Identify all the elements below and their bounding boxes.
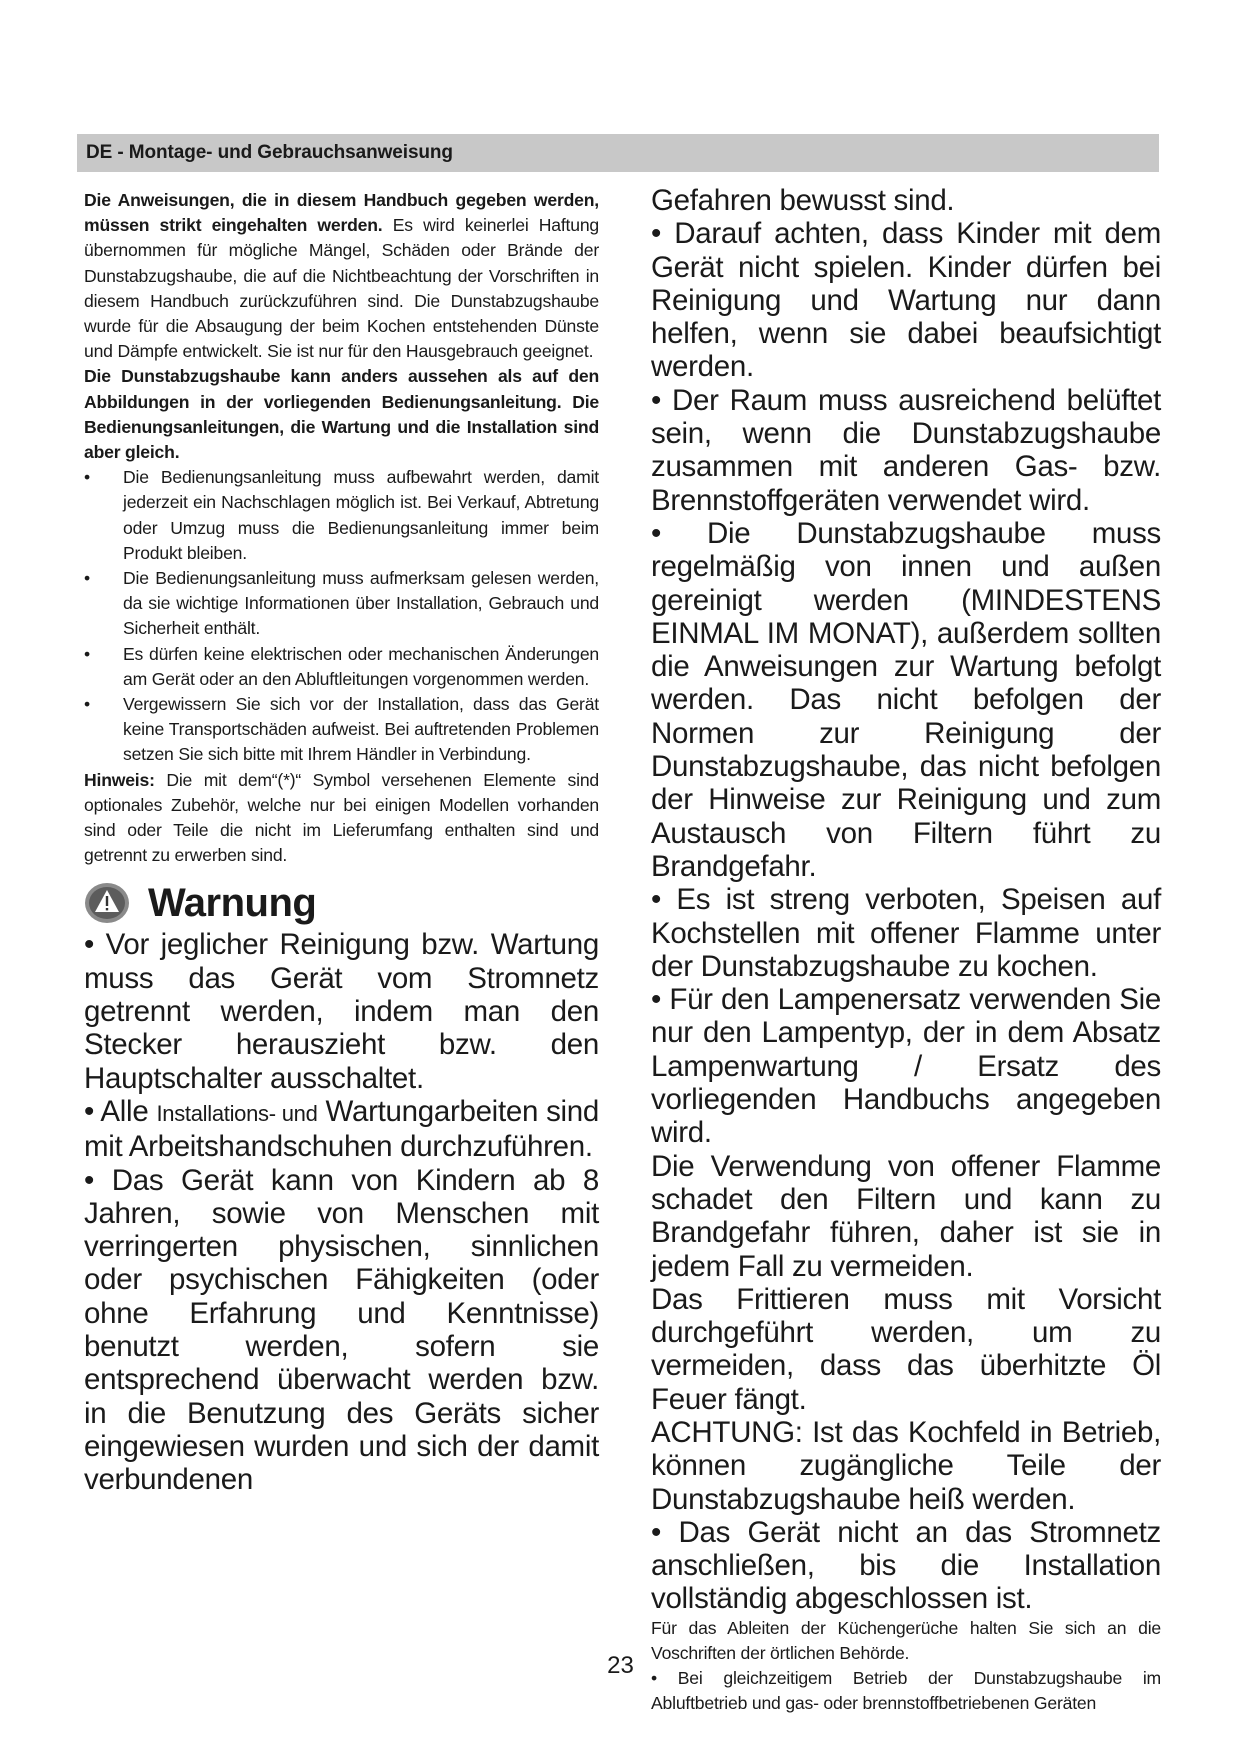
flame-damage-paragraph: Die Verwendung von offener Flamme schadet den Filtern und kann zu Brandgefahr führen, daher ist sie in jedem Fall zu vermeiden.	[651, 1149, 1161, 1283]
list-item-text: Die Bedienungsanleitung muss aufbewahrt werden, damit jederzeit ein Nachschlagen möglich ist. Bei Verkauf, Abtretung oder Umzug muss die Bedienungsanleitung immer beim Produkt bleiben.	[123, 467, 599, 563]
hint-label: Hinweis:	[84, 769, 155, 790]
ventilation-paragraph: • Der Raum muss ausreichend belüftet sein, wenn die Dunstabzugshaube zusammen mit anderen Gas- bzw. Brennstoffgeräten verwendet wird.	[651, 383, 1161, 517]
power-connection-paragraph: • Das Gerät nicht an das Stromnetz anschließen, bis die Installation vollständig abgeschlossen ist.	[651, 1515, 1161, 1616]
warning-title: Warnung	[148, 880, 317, 925]
warning-heading	[84, 878, 599, 928]
warning-gloves-text-b: Wartungarbeiten sind mit Arbeitshandschuhen durchzuführen.	[84, 1094, 599, 1164]
list-item-text: Vergewissern Sie sich vor der Installation, dass das Gerät keine Transportschäden aufweist. Bei auftretenden Problemen setzen Sie sich bitte mit Ihrem Händler in Verbindung.	[123, 694, 599, 765]
warning-section	[84, 928, 599, 1496]
section-header-bar	[77, 134, 1159, 172]
list-item: • Die Bedienungsanleitung muss aufmerksam gelesen werden, da sie wichtige Informationen über Installation, Gebrauch und Sicherheit enthält.	[84, 568, 599, 639]
warning-gloves-text-a: • Alle	[84, 1094, 157, 1128]
right-warning-section	[651, 184, 1161, 1616]
danger-awareness-paragraph: Gefahren bewusst sind.	[651, 184, 955, 217]
appearance-note-text: Die Dunstabzugshaube kann anders aussehen als auf den Abbildungen in der vorliegenden Bedienungsanleitung. Die Bedienungsanleitungen, die Wartung und die Installation sind aber gleich.	[84, 366, 599, 463]
children-play-paragraph: • Darauf achten, dass Kinder mit dem Gerät nicht spielen. Kinder dürfen bei Reinigung und Wartung nur dann helfen, wenn sie dabei beaufsichtigt werden.	[651, 217, 1161, 384]
section-title: DE - Montage- und Gebrauchsanweisung	[86, 142, 453, 163]
right-column	[651, 184, 1161, 1716]
simultaneous-operation-paragraph: • Bei gleichzeitigem Betrieb der Dunstabzugshaube im Abluftbetrieb und gas- oder brennstoffbetriebenen Geräten	[651, 1667, 1161, 1713]
instructions-list	[84, 465, 599, 767]
hint-paragraph	[84, 768, 599, 869]
hint-text: Die mit dem“(*)“ Symbol versehenen Elemente sind optionales Zubehör, welche nur bei einigen Modellen vorhanden sind oder Teile die nicht im Lieferumfang enthalten sind und getrennt zu erwerben sind.	[84, 769, 599, 866]
appearance-note	[84, 364, 599, 465]
warning-children-paragraph: • Das Gerät kann von Kindern ab 8 Jahren, sowie von Menschen mit verringerten physischen, sinnlichen oder psychischen Fähigkeiten (oder ohne Erfahrung und Kenntnisse) benutzt werden, sofern sie entsprechend überwacht werden bzw. in die Benutzung des Geräts sicher eingewiesen wurden und sich der damit verbundenen	[84, 1163, 599, 1497]
list-item-text: Die Bedienungsanleitung muss aufmerksam gelesen werden, da sie wichtige Informationen über Installation, Gebrauch und Sicherheit enthält.	[123, 568, 599, 639]
warning-gloves-paragraph	[84, 1095, 599, 1164]
local-regulations-paragraph: Für das Ableiten der Küchengerüche halten Sie sich an die Voschriften der örtlichen Behörde.	[651, 1617, 1161, 1663]
intro-text: Es wird keinerlei Haftung übernommen für mögliche Mängel, Schäden oder Brände der Dunstabzugshaube, die auf die Nichtbeachtung der Vorschriften in diesem Handbuch zurückzuführen sind. Die Dunstabzugshaube wurde für die Absaugung der beim Kochen entstehenden Dünste und Dämpfe entwickelt. Sie ist nur für den Hausgebrauch geeignet.	[84, 215, 599, 362]
cleaning-paragraph: • Die Dunstabzugshaube muss regelmäßig von innen und außen gereinigt werden (MINDESTENS EINMAL IM MONAT), außerdem sollten die Anweisungen zur Wartung befolgt werden. Das nicht befolgen der Normen zur Reinigung der Dunstabzugshaube, das nicht befolgen der Hinweise zur Reinigung und zum Austausch von Filtern führt zu Brandgefahr.	[651, 516, 1161, 883]
page-number: 23	[607, 1652, 634, 1679]
intro-section	[84, 188, 599, 868]
frying-paragraph: Das Frittieren muss mit Vorsicht durchgeführt werden, um zu vermeiden, dass das überhitzte Öl Feuer fängt.	[651, 1282, 1161, 1416]
list-item: • Vergewissern Sie sich vor der Installation, dass das Gerät keine Transportschäden aufweist. Bei auftretenden Problemen setzen Sie sich bitte mit Ihrem Händler in Verbindung.	[84, 694, 599, 765]
list-item: • Die Bedienungsanleitung muss aufbewahrt werden, damit jederzeit ein Nachschlagen möglich ist. Bei Verkauf, Abtretung oder Umzug muss die Bedienungsanleitung immer beim Produkt bleiben.	[84, 467, 599, 563]
warning-disconnect-paragraph: • Vor jeglicher Reinigung bzw. Wartung muss das Gerät vom Stromnetz getrennt werden, indem man den Stecker herauszieht bzw. den Hauptschalter ausschaltet.	[84, 928, 599, 1095]
hot-parts-paragraph: ACHTUNG: Ist das Kochfeld in Betrieb, können zugängliche Teile der Dunstabzugshaube heiß werden.	[651, 1415, 1161, 1516]
intro-bold-text: Die Anweisungen, die in diesem Handbuch gegeben werden, müssen strikt eingehalten werden.	[84, 190, 599, 236]
warning-icon	[84, 882, 130, 924]
list-item-text: Es dürfen keine elektrischen oder mechanischen Änderungen am Gerät oder an den Abluftleitungen vorgenommen werden.	[123, 643, 599, 689]
warning-gloves-text-small: Installations- und	[156, 1100, 318, 1126]
intro-paragraph	[84, 188, 599, 364]
list-item: • Es dürfen keine elektrischen oder mechanischen Änderungen am Gerät oder an den Abluftleitungen vorgenommen werden.	[84, 643, 599, 689]
left-column	[84, 188, 599, 1497]
open-flame-paragraph: • Es ist streng verboten, Speisen auf Kochstellen mit offener Flamme unter der Dunstabzugshaube zu kochen.	[651, 883, 1161, 983]
lamp-replacement-paragraph: • Für den Lampenersatz verwenden Sie nur den Lampentyp, der in dem Absatz Lampenwartung / Ersatz des vorliegenden Handbuchs angegeben wird.	[651, 983, 1161, 1150]
